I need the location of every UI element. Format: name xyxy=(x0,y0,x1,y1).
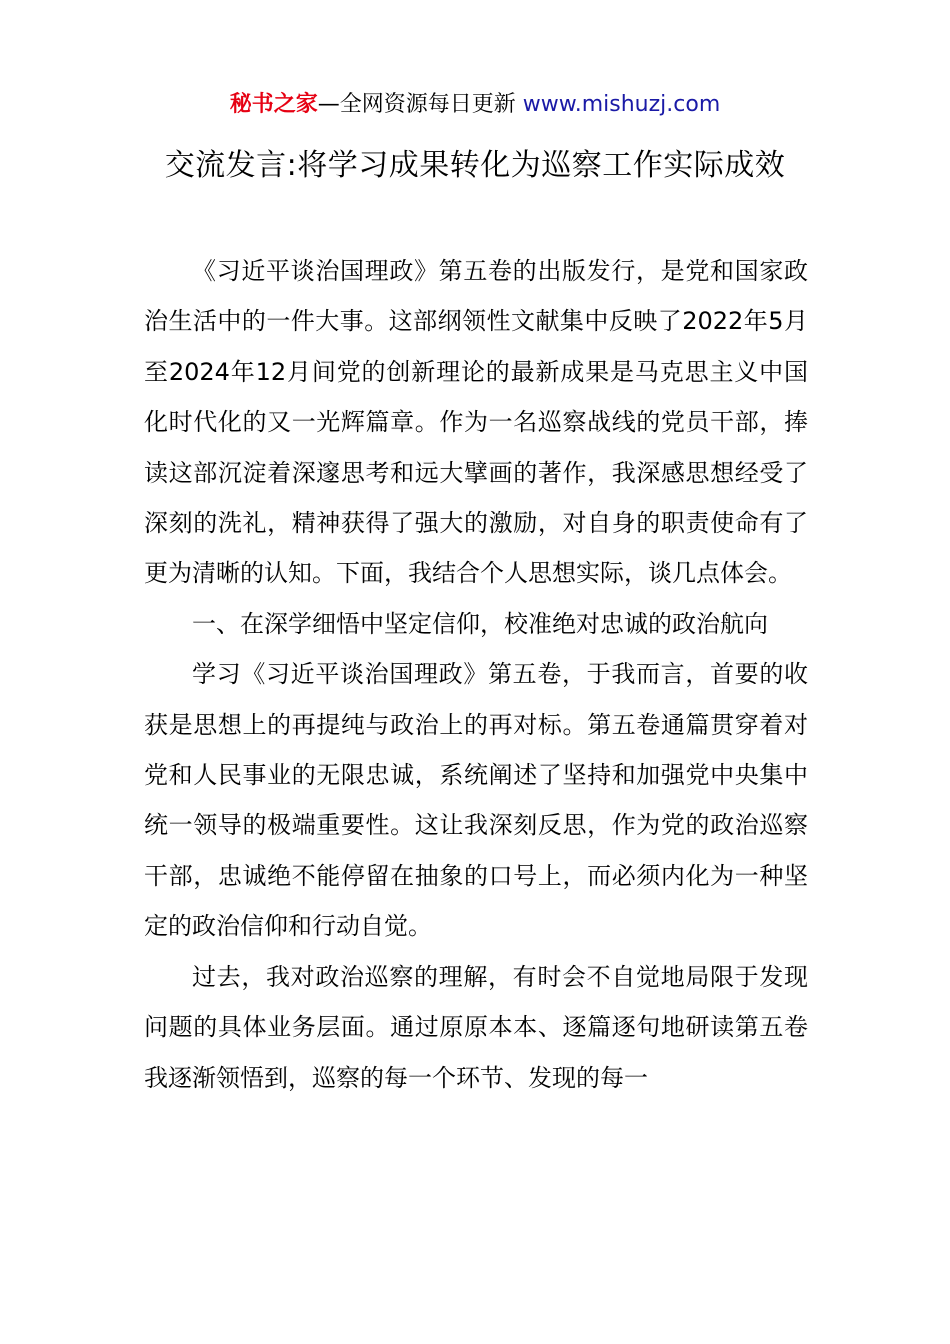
paragraph-3: 过去，我对政治巡察的理解，有时会不自觉地局限于发现问题的具体业务层面。通过原原本本、逐篇逐句地研读第五卷我逐渐领悟到，巡察的每一个环节、发现的每一 xyxy=(144,962,808,1092)
document-body xyxy=(144,246,808,1103)
paragraph-intro: 《习近平谈治国理政》第五卷的出版发行，是党和国家政治生活中的一件大事。这部纲领性文献集中反映了2022年5月至2024年12月间党的创新理论的最新成果是马克思主义中国化时代化的又一光辉篇章。作为一名巡察战线的党员干部，捧读这部沉淀着深邃思考和远大擘画的著作，我深感思想经受了深刻的洗礼，精神获得了强大的激励，对自身的职责使命有了更为清晰的认知。下面，我结合个人思想实际，谈几点体会。 xyxy=(144,257,808,588)
section-heading-1: 一、在深学细悟中坚定信仰，校准绝对忠诚的政治航向 xyxy=(192,609,768,638)
paragraph-2: 学习《习近平谈治国理政》第五卷，于我而言，首要的收获是思想上的再提纯与政治上的再对标。第五卷通篇贯穿着对党和人民事业的无限忠诚，系统阐述了坚持和加强党中央集中统一领导的极端重要性。这让我深刻反思，作为党的政治巡察干部，忠诚绝不能停留在抽象的口号上，而必须内化为一种坚定的政治信仰和行动自觉。 xyxy=(144,660,808,941)
header-tagline: —全网资源每日更新 xyxy=(317,92,523,117)
site-header xyxy=(0,88,950,122)
brand-name: 秘书之家 xyxy=(229,92,318,117)
document-title: 交流发言:将学习成果转化为巡察工作实际成效 xyxy=(164,148,786,183)
site-url-link[interactable]: www.mishuzj.com xyxy=(522,92,721,117)
